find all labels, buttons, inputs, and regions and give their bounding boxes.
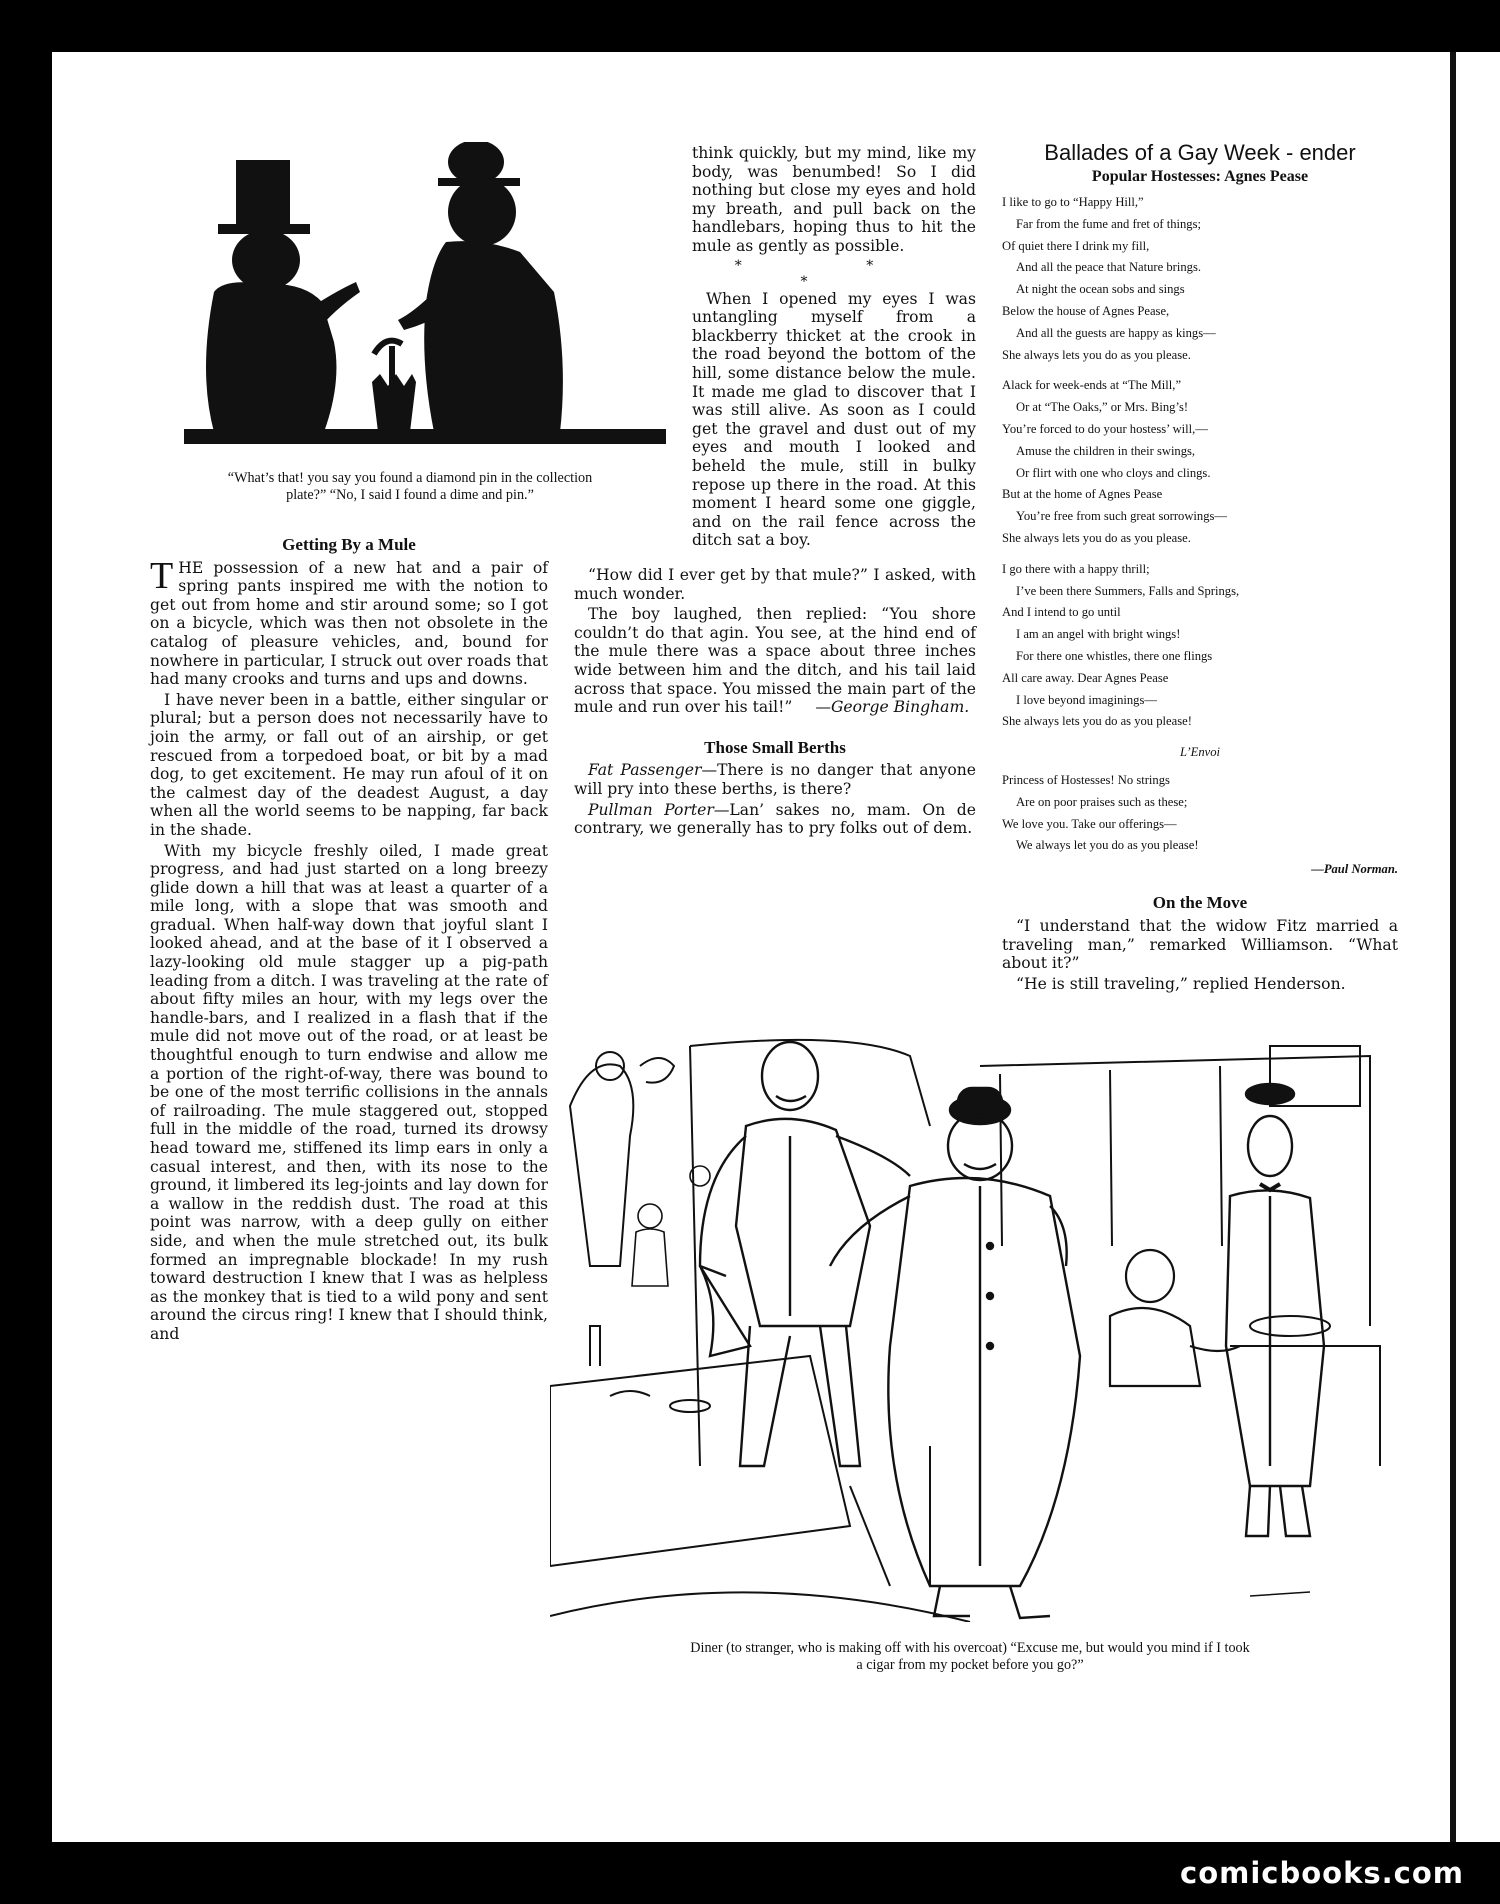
poem-line: I love beyond imaginings— [1016, 692, 1157, 707]
article2-title: Those Small Berths [704, 737, 846, 757]
poem-envoi [1002, 770, 1398, 857]
bottom-caption-line-2: a cigar from my pocket before you go?” [856, 1657, 1084, 1673]
article1-signature: —George Bingham. [815, 698, 970, 717]
bottom-illustration-caption [550, 1640, 1390, 1674]
poem-line: Princess of Hostesses! No strings [1002, 772, 1170, 787]
article2-line-2: Pullman Porter—Lan’ sakes no, mam. On de contrary, we generally has to pry folks out of dem. [574, 800, 976, 838]
poem-line: I like to go to “Happy Hill,” [1002, 195, 1144, 209]
restaurant-illustration [550, 1026, 1390, 1622]
poem-line: All care away. Dear Agnes Pease [1002, 670, 1169, 685]
article1-paragraph-6: “How did I ever get by that mule?” I asked, with much wonder. [574, 566, 976, 603]
poem-line: I’ve been there Summers, Falls and Springs, [1016, 583, 1240, 598]
top-caption-line-1: “What’s that! you say you found a diamond pin in the collection [227, 470, 593, 486]
article1-column2-bottom [574, 566, 976, 840]
poem-line: Or flirt with one who cloys and clings. [1016, 465, 1211, 480]
article3-paragraph-2: “He is still traveling,” replied Henderson. [1016, 974, 1346, 993]
facing-page-edge [1450, 52, 1500, 1842]
article1-paragraph-4: think quickly, but my mind, like my body, was benumbed! So I did nothing but close my eyes and hold my breath, and pull back on the handlebars, hoping thus to hit the mule as gently as possible. [692, 144, 976, 255]
poem-line: I am an angel with bright wings! [1016, 627, 1181, 642]
poem-line: And all the peace that Nature brings. [1016, 260, 1201, 275]
poem-stanza-3 [1002, 559, 1398, 733]
bottom-caption-line-1: Diner (to stranger, who is making off with his overcoat) “Excuse me, but would you mind if I took [690, 1640, 1250, 1656]
poem-line: We always let you do as you please! [1016, 838, 1199, 853]
poem-line: At night the ocean sobs and sings [1016, 282, 1185, 297]
poem-line: You’re forced to do your hostess’ will,— [1002, 421, 1208, 436]
poem-line: Alack for week-ends at “The Mill,” [1002, 378, 1182, 393]
poem-line: You’re free from such great sorrowings— [1016, 509, 1228, 524]
article1-column2-top [692, 144, 976, 552]
article1-column1 [150, 536, 548, 1346]
top-caption-line-2: plate?” “No, I said I found a dime and pin.” [286, 487, 534, 503]
article1-paragraph-1: THE possession of a new hat and a pair of spring pants inspired me with the notion to get out from home and stir around some; so I got on a bicycle, which was then not obsolete in the catalog of pleasure vehicles, and, bound for nowhere in particular, I struck out over roads that had many crooks and turns and ups and downs. [150, 554, 548, 689]
poem-body [1002, 192, 1398, 881]
section-break-stars: * * * [734, 257, 934, 290]
poem-line: I go there with a happy thrill; [1002, 561, 1150, 576]
watermark: comicbooks.com [1180, 1856, 1464, 1890]
envoi-title: L’Envoi [1179, 745, 1221, 760]
dropcap: T [150, 554, 174, 597]
article1-paragraph-2: I have never been in a battle, either singular or plural; but a person does not necessarily have to join the army, or fall out of an airship, or get rescued from a torpedoed boat, or bit by a mad dog, to get excitement. He may run afoul of it on the calmest day of the deadest August, a day when all the world seems to be napping, far back in the shade. [150, 690, 548, 839]
poem-stanza-1 [1002, 192, 1398, 366]
poem-line: She always lets you do as you please! [1002, 714, 1192, 729]
poem-stanza-2 [1002, 375, 1398, 549]
top-illustration-caption [150, 470, 670, 504]
poem-line: And all the guests are happy as kings— [1016, 325, 1216, 340]
article1-paragraph-5: When I opened my eyes I was untangling myself from a blackberry thicket at the crook in the road beyond the bottom of the hill, some distance below the mule. It made me glad to discover that I was still alive. As soon as I could get the gravel and dust out of my eyes and mouth I looked and beheld the mule, still in bulky repose up there in the road. At this moment I heard some one giggle, and on the rail fence across the ditch sat a boy. [692, 289, 976, 550]
poem-line: Are on poor praises such as these; [1016, 794, 1188, 809]
poem-line: Below the house of Agnes Pease, [1002, 303, 1170, 318]
poem-line: And I intend to go until [1002, 605, 1121, 620]
article1-title: Getting By a Mule [282, 535, 416, 554]
poem-signature: —Paul Norman. [1311, 862, 1398, 877]
poem-title: Ballades of a Gay Week - ender [1044, 140, 1356, 165]
poem-line: Amuse the children in their swings, [1016, 443, 1196, 458]
article3-paragraph-1: “I understand that the widow Fitz married a traveling man,” remarked Williamson. “What about it?” [1002, 916, 1398, 973]
poem-line: But at the home of Agnes Pease [1002, 487, 1163, 502]
poem-line: Far from the fume and fret of things; [1016, 216, 1202, 231]
article3-title: On the Move [1152, 892, 1248, 912]
silhouette-illustration [184, 142, 666, 444]
poem-line: Or at “The Oaks,” or Mrs. Bing’s! [1016, 400, 1189, 415]
article1-paragraph-7: The boy laughed, then replied: “You shore couldn’t do that agin. You see, at the hind end of the mule there was a space about three inches wide between him and the ditch, and his tail laid across that space. You missed the main part of the mule and run over his tail!” —George Bingham. [574, 605, 976, 717]
article1-paragraph-3: With my bicycle freshly oiled, I made great progress, and had just started on a long breezy glide down a hill that was at least a quarter of a mile long, with a slope that was smooth and gradual. When half-way down that joyful slant I looked ahead, and at the base of it I observed a lazy-looking old mule stagger up a pig-path leading from a ditch. I was traveling at the rate of about fifty miles an hour, with my legs over the handle-bars, and I realized in a flash that if the mule did not move out of the road, or at least be thoughtful enough to turn endwise and allow me a portion of the right-of-way, there was bound to be one of the most terrific collisions in the annals of railroading. The mule staggered out, stopped full in the middle of the road, turned its drowsy head toward me, stiffened its limp ears in only a casual interest, and then, with its nose to the ground, it limbered its leg-joints and lay down for a wallow in the reddish dust. The road at this point was narrow, with a deep gully on either side, and when the mule stretched out, its bulk formed an impregnable blockade! In my rush toward destruction I knew that I was as helpless as the monkey that is tied to a wild pony and sent around the circus ring! I knew that I should think, and [150, 841, 548, 1343]
poem-line: Of quiet there I drink my fill, [1002, 238, 1150, 253]
article2-line-1: Fat Passenger—There is no danger that anyone will pry into these berths, is there? [574, 761, 977, 798]
poem-line: For there one whistles, there one flings [1016, 648, 1213, 663]
poem-line: She always lets you do as you please. [1002, 530, 1191, 545]
poem-line: She always lets you do as you please. [1002, 347, 1191, 362]
poem-subtitle: Popular Hostesses: Agnes Pease [1091, 168, 1309, 185]
poem-column [1002, 140, 1398, 995]
poem-line: We love you. Take our offerings— [1002, 816, 1177, 831]
